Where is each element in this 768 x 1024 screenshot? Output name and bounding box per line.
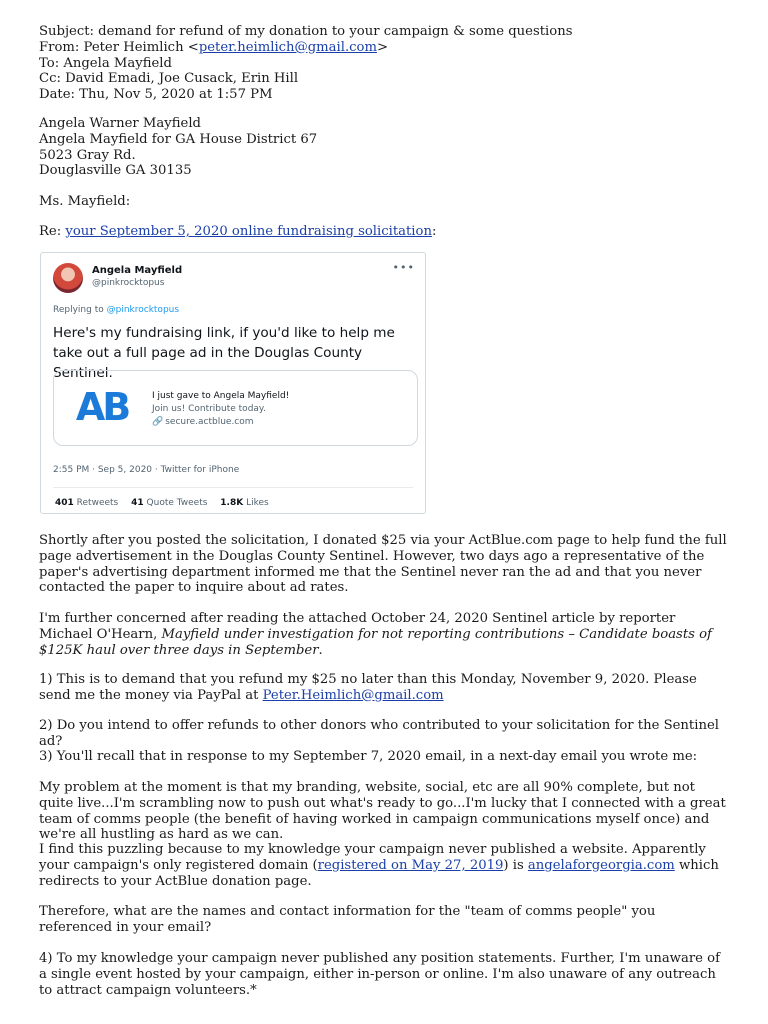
quote-tweets-stat[interactable]: 41 Quote Tweets bbox=[131, 498, 208, 508]
paragraph-website: I find this puzzling because to my knowledge your campaign never published a website. Apparently your campaign's only registered domain (registered on May 27, 2019) is angelaforgeorgia.com which redirects to your ActBlue donation page. bbox=[39, 842, 719, 889]
paragraph-refund-demand: 1) This is to demand that you refund my $25 no later than this Monday, November 9, 2020. Please send me the money via PayPal at Peter.Heimlich@gmail.com bbox=[39, 672, 697, 703]
more-icon[interactable]: ••• bbox=[392, 261, 415, 274]
tweet-embed[interactable] bbox=[40, 252, 426, 514]
tweet-author-name[interactable]: Angela Mayfield bbox=[92, 265, 183, 276]
paypal-email-link[interactable]: Peter.Heimlich@gmail.com bbox=[262, 687, 444, 703]
article-title: Mayfield under investigation for not reporting contributions – Candidate boasts of $125K haul over three days in September bbox=[39, 626, 712, 658]
solicitation-link[interactable]: your September 5, 2020 online fundraising solicitation bbox=[65, 224, 432, 239]
paragraph-email-recall: 3) You'll recall that in response to my September 7, 2020 email, in a next-day email you wrote me: bbox=[39, 749, 698, 764]
re-line: Re: your September 5, 2020 online fundraising solicitation: bbox=[39, 224, 437, 239]
from-email-link[interactable]: peter.heimlich@gmail.com bbox=[198, 39, 377, 55]
subject-line: Subject: demand for refund of my donation to your campaign & some questions bbox=[39, 24, 573, 39]
domain-registration-link[interactable]: registered on May 27, 2019 bbox=[317, 857, 504, 873]
from-line: From: Peter Heimlich <peter.heimlich@gmail.com> bbox=[39, 39, 389, 55]
tweet-text: Here's my fundraising link, if you'd like to help me take out a full page ad in the Douglas County Sentinel. bbox=[53, 325, 395, 381]
likes-stat[interactable]: 1.8K Likes bbox=[220, 498, 269, 508]
tweet-divider bbox=[53, 487, 413, 488]
tweet-stats bbox=[55, 498, 279, 508]
cc-line: Cc: David Emadi, Joe Cusack, Erin Hill bbox=[39, 71, 299, 87]
paragraph-refunds-question: 2) Do you intend to offer refunds to other donors who contributed to your solicitation for the Sentinel ad? bbox=[39, 718, 719, 749]
tweet-author-handle[interactable]: @pinkrocktopus bbox=[92, 278, 165, 288]
date-line: Date: Thu, Nov 5, 2020 at 1:57 PM bbox=[39, 87, 273, 103]
paragraph-comms-team: Therefore, what are the names and contact information for the "team of comms people" you referenced in your email? bbox=[39, 904, 656, 935]
reply-mention-link[interactable]: @pinkrocktopus bbox=[106, 305, 180, 315]
link-preview-card[interactable] bbox=[53, 370, 418, 446]
email-header bbox=[39, 24, 729, 103]
tweet-reply-context: Replying to @pinkrocktopus bbox=[53, 305, 180, 315]
paragraph-quote: My problem at the moment is that my branding, website, social, etc are all 90% complete, but not quite live...I'm scrambling now to push out what's ready to go...I'm lucky that I connected with a great team of comms people (the benefit of having worked in campaign communications myself once) and we're all hustling as hard as we can. bbox=[39, 780, 726, 843]
paragraph-position-statements: 4) To my knowledge your campaign never published any position statements. Further, I'm unaware of a single event hosted by your campaign, either in-person or online. I'm also unaware of any outreach to attract campaign volunteers.* bbox=[39, 951, 720, 998]
paragraph-donation: Shortly after you posted the solicitation, I donated $25 via your ActBlue.com page to help fund the full page advertisement in the Douglas County Sentinel. However, two days ago a representative of the paper's advertising department informed me that the Sentinel never ran the ad and that you never contacted the paper to inquire about ad rates. bbox=[39, 533, 727, 596]
card-title: I just gave to Angela Mayfield! bbox=[152, 391, 290, 401]
to-line: To: Angela Mayfield bbox=[39, 55, 172, 71]
tweet-timestamp[interactable]: 2:55 PM · Sep 5, 2020 · Twitter for iPhone bbox=[53, 465, 240, 475]
actblue-logo: AB bbox=[75, 385, 129, 429]
salutation: Ms. Mayfield: bbox=[39, 194, 131, 209]
retweets-stat[interactable]: 401 Retweets bbox=[55, 498, 119, 508]
recipient-address: Angela Warner Mayfield Angela Mayfield for GA House District 67 5023 Gray Rd. Douglasville GA 30135 bbox=[39, 116, 318, 179]
domain-link[interactable]: angelaforgeorgia.com bbox=[527, 857, 675, 873]
link-icon: 🔗 bbox=[152, 417, 164, 427]
card-url: 🔗 secure.actblue.com bbox=[152, 417, 254, 427]
card-description: Join us! Contribute today. bbox=[152, 404, 266, 414]
avatar[interactable] bbox=[53, 263, 83, 293]
paragraph-article: I'm further concerned after reading the attached October 24, 2020 Sentinel article by reporter Michael O'Hearn, Mayfield under investigation for not reporting contributions – Candidate boasts of $125K haul over three days in September. bbox=[39, 611, 712, 658]
